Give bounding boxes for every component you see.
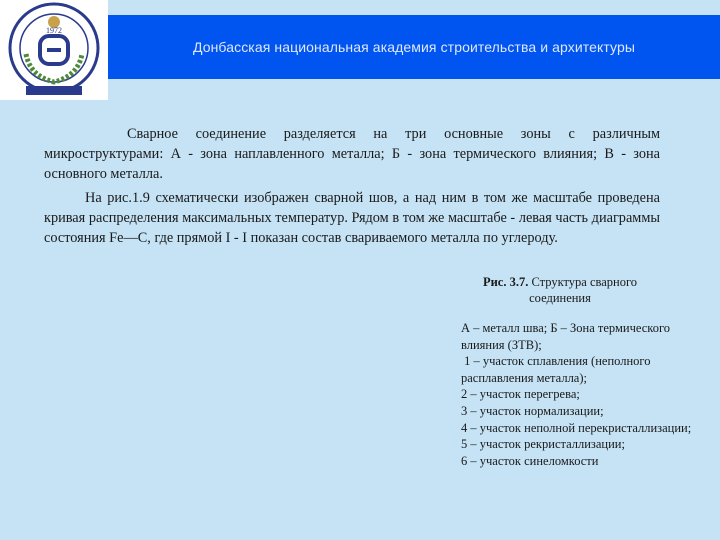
legend-item: А – металл шва; Б – Зона термического влияния (ЗТВ); [461, 321, 674, 352]
legend-item: 3 – участок нормализации; [461, 403, 604, 418]
legend-item: 4 – участок неполной перекристаллизации; [461, 420, 692, 435]
header [0, 0, 720, 100]
paragraph-1: Сварное соединение разделяется на три основные зоны с различным микроструктурами: А - зона наплавленного металла; Б - зона термического влияния; В - зона основного металла. [44, 126, 660, 182]
paragraph-2: На рис.1.9 схематически изображен сварной шов, а над ним в том же масштабе проведена кривая распределения максимальных температур. Рядом в том же масштабе - левая часть диаграммы состояния Fe—C, где прямой I - I показан состав свариваемого металла по углероду. [44, 190, 660, 246]
page-title: Донбасская национальная академия строительства и архитектуры [192, 39, 636, 55]
caption-label: Рис. 3.7. [482, 275, 529, 289]
content [44, 124, 660, 252]
figure-legend [461, 320, 711, 469]
title-band [108, 15, 720, 79]
legend-item: 6 – участок синеломкости [461, 453, 599, 468]
caption-text: Структура сварного соединения [529, 275, 638, 305]
legend-item: 1 – участок сплавления (неполного расплавления металла); [461, 354, 654, 385]
logo-year: 1972 [46, 26, 62, 35]
legend-item: 5 – участок рекристаллизации; [461, 437, 625, 452]
legend-item: 2 – участок перегрева; [461, 387, 580, 402]
logo-container [0, 0, 108, 100]
figure-caption [462, 274, 658, 306]
academy-logo-icon [6, 2, 102, 98]
